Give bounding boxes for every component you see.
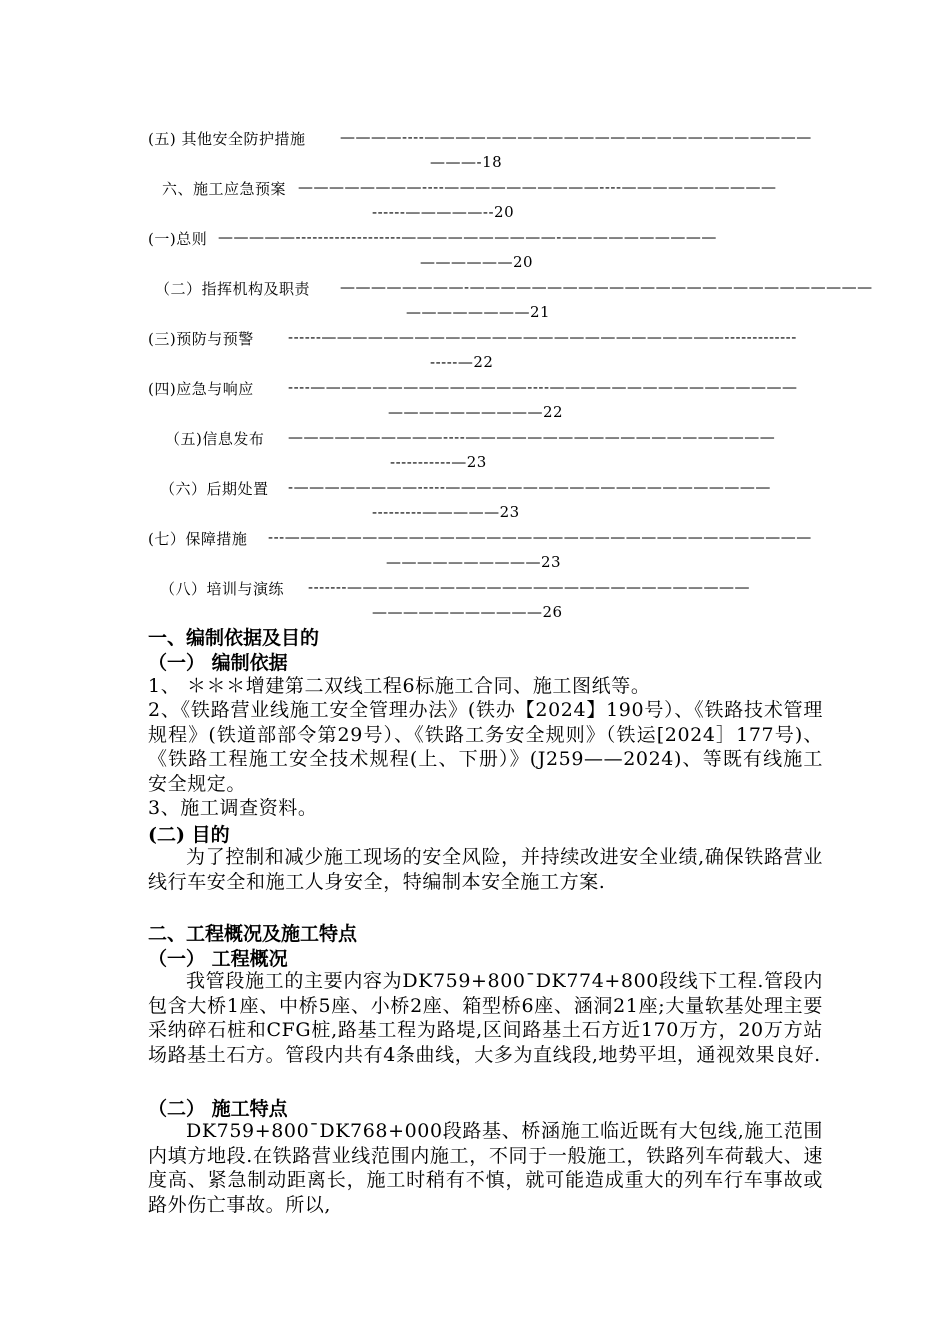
- toc-page-number: ------—————--20: [372, 203, 515, 221]
- toc-page-number: -----—22: [430, 353, 494, 371]
- toc-leader: ——————————----————————————————————: [288, 428, 776, 446]
- toc-entry-label: (一)总则: [148, 230, 208, 248]
- toc-entry-label: （二）指挥机构及职责: [155, 280, 311, 298]
- toc-page-number: ---------—————23: [372, 503, 520, 521]
- toc-page-number: ———————————26: [372, 603, 563, 621]
- paragraph: DK759+800¯DK768+000段路基、桥涵施工临近既有大包线,施工范围内填方地段.在铁路营业线范围内施工，不同于一般施工，铁路列车荷载大、速度高、紧急制动距离长，施工时稍有不慎，就可能造成重大的列车行车事故或路外伤亡事故。所以,: [148, 1120, 823, 1216]
- toc-leader: ----——————————————----————————————————: [288, 378, 798, 396]
- toc-leader: -————————-----—————————————————————: [288, 478, 771, 496]
- toc-leader: —————-------------------——————————-——————————: [218, 228, 717, 246]
- subsection-heading: （一） 工程概况: [148, 948, 288, 970]
- paragraph: 我管段施工的主要内容为DK759+800¯DK774+800段线下工程.管段内包含大桥1座、中桥5座、小桥2座、箱型桥6座、涵洞21座;大量软基处理主要采纳碎石桩和CFG桩,路基工程为路堤,区间路基土石方近170万方，20万方站场路基土石方。管段内共有4条曲线，大多为直线段,地势平坦，通视效果良好.: [148, 970, 823, 1066]
- toc-page-number: ————————21: [406, 303, 551, 321]
- toc-entry-label: (五) 其他安全防护措施: [148, 130, 306, 148]
- toc-leader: -------——————————————————————————: [308, 578, 750, 596]
- toc-leader: ————————----——————————----——————————: [298, 178, 777, 196]
- toc-entry-label: （六）后期处置: [160, 480, 269, 498]
- toc-leader: ————————-——————————————————————————: [340, 278, 873, 296]
- subsection-heading: （二） 施工特点: [148, 1098, 288, 1120]
- toc-page-number: -----------—23: [390, 453, 487, 471]
- toc-entry-label: (四)应急与响应: [148, 380, 254, 398]
- toc-page-number: ——————————23: [386, 553, 562, 571]
- toc-entry-label: （八）培训与演练: [160, 580, 285, 598]
- toc-entry-label: （五)信息发布: [165, 430, 265, 448]
- toc-page-number: ———-18: [430, 153, 503, 171]
- toc-leader: ————----—————————————————————————: [340, 128, 812, 146]
- subsection-heading: （一） 编制依据: [148, 652, 288, 674]
- toc-leader: ---——————————————————————————————————: [268, 528, 812, 546]
- paragraph: 2、《铁路营业线施工安全管理办法》(铁办【2024】190号）、《铁路技术管理规程》(铁道部部令第29号）、《铁路工务安全规则》（铁运[2024］177号)、《铁路工程施工安全技术规程(上、下册）》(J259——2024)、等既有线施工安全规定。: [148, 699, 823, 795]
- toc-entry-label: (三)预防与预警: [148, 330, 254, 348]
- paragraph: 为了控制和减少施工现场的安全风险，并持续改进安全业绩,确保铁路营业线行车安全和施工人身安全，特编制本安全施工方案.: [148, 846, 823, 893]
- toc-page-number: ——————20: [420, 253, 534, 271]
- toc-entry-label: 六、施工应急预案: [162, 180, 287, 198]
- paragraph: 1、 ＊＊＊增建第二双线工程6标施工合同、施工图纸等。: [148, 675, 651, 697]
- toc-entry-label: (七）保障措施: [148, 530, 248, 548]
- paragraph: 3、施工调查资料。: [148, 797, 318, 819]
- section-heading: 一、编制依据及目的: [148, 627, 320, 649]
- toc-page-number: ——————————22: [388, 403, 564, 421]
- subsection-heading: (二) 目的: [148, 824, 230, 846]
- toc-leader: ------——————————————————————————-------------: [288, 328, 797, 346]
- section-heading: 二、工程概况及施工特点: [148, 923, 358, 945]
